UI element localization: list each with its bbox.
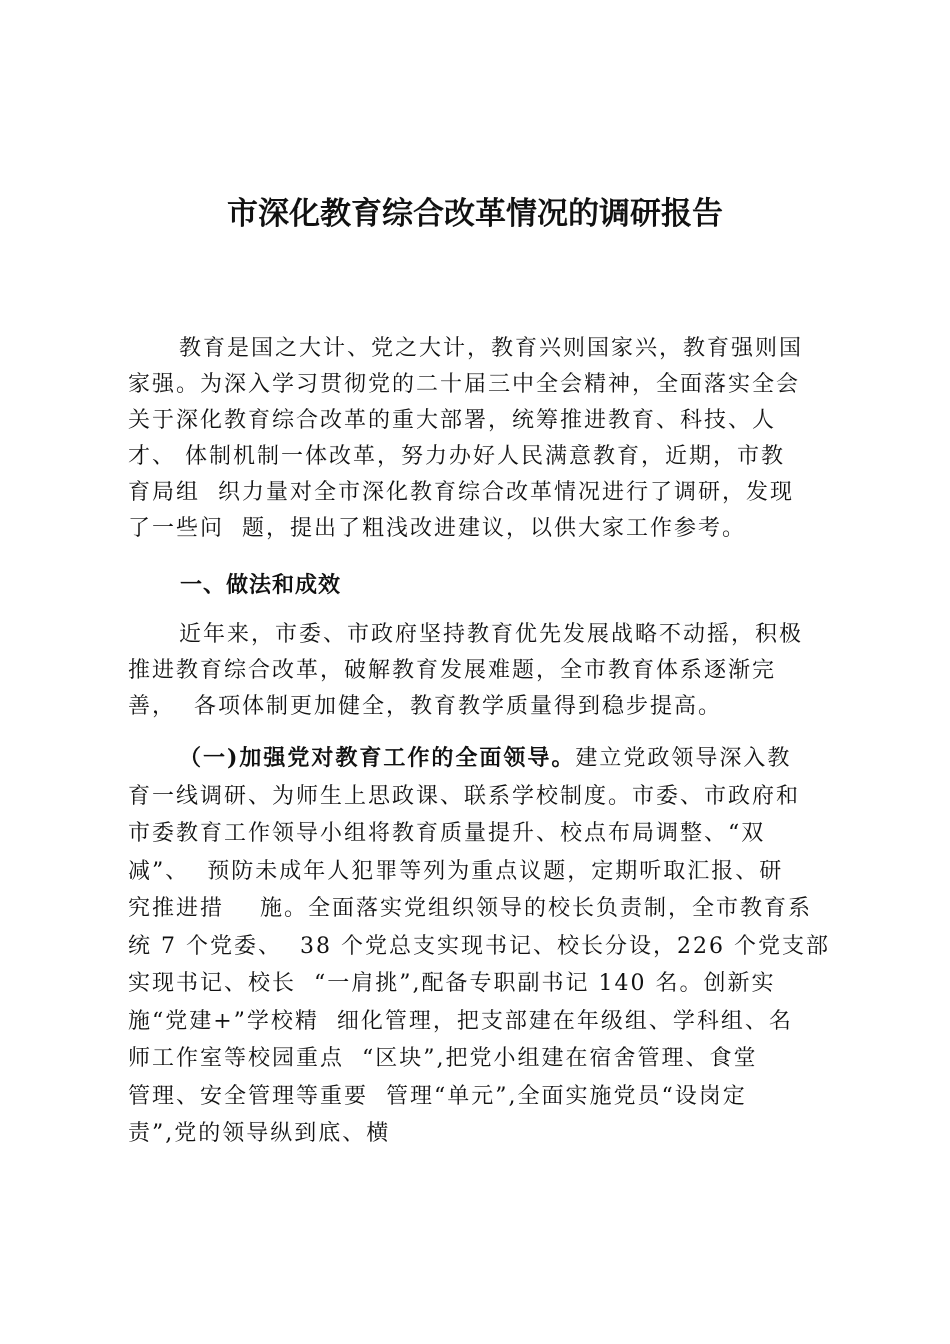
subsection1-line: 师工作室等校园重点 “区块”,把党小组建在宿舍管理、食堂 xyxy=(128,1046,758,1071)
subsection1-first-line xyxy=(128,740,843,778)
section-heading: 一、做法和成效 xyxy=(180,573,342,598)
subsection-heading: （一)加强党对教育工作的全面领导。 xyxy=(179,745,576,771)
intro-line: 教育是国之大计、党之大计，教育兴则国家兴，教育强则国 xyxy=(179,336,804,361)
section1-paragraph xyxy=(128,617,843,725)
subsection1-line: 市委教育工作领导小组将教育质量提升、校点布局调整、“双 xyxy=(128,821,766,846)
intro-paragraph xyxy=(128,331,843,547)
section1-line: 近年来，市委、市政府坚持教育优先发展战略不动摇，积极 xyxy=(179,622,804,647)
subsection1-line: 建立党政领导深入教 xyxy=(575,746,792,771)
subsection1-line: 统 7 个党委、 38 个党总支实现书记、校长分设，226 个党支部 xyxy=(128,933,830,959)
intro-line: 了一些问 题，提出了粗浅改进建议，以供大家工作参考。 xyxy=(128,516,746,541)
subsection1-line: 施“党建+”学校精 细化管理，把支部建在年级组、学科组、名 xyxy=(128,1008,793,1034)
intro-line: 育局组 织力量对全市深化教育综合改革情况进行了调研，发现 xyxy=(128,480,794,505)
subsection1-line: 责”,党的领导纵到底、横 xyxy=(128,1121,391,1146)
subsection1-line: 究推进措 施。全面落实党组织领导的校长负责制，全市教育系 xyxy=(128,896,812,921)
document-title: 市深化教育综合改革情况的调研报告 xyxy=(227,196,723,232)
subsection1-line: 减”、 预防未成年人犯罪等列为重点议题，定期听取汇报、研 xyxy=(128,858,784,884)
section1-line: 善， 各项体制更加健全，教育教学质量得到稳步提高。 xyxy=(128,694,722,719)
subsection1-line: 管理、安全管理等重要 管理“单元”,全面实施党员“设岗定 xyxy=(128,1083,747,1109)
intro-line: 才、 体制机制一体改革，努力办好人民满意教育，近期，市教 xyxy=(128,444,785,469)
subsection1-line: 育一线调研、为师生上思政课、联系学校制度。市委、市政府和 xyxy=(128,783,801,809)
intro-line: 关于深化教育综合改革的重大部署，统筹推进教育、科技、人 xyxy=(128,408,777,433)
subsection1-paragraph xyxy=(128,740,843,1153)
intro-line: 家强。为深入学习贯彻党的二十届三中全会精神，全面落实全会 xyxy=(128,372,801,397)
subsection1-line: 实现书记、校长 “一肩挑”,配备专职副书记 140 名。创新实 xyxy=(128,971,776,996)
section1-line: 推进教育综合改革，破解教育发展难题，全市教育体系逐渐完 xyxy=(128,658,777,683)
